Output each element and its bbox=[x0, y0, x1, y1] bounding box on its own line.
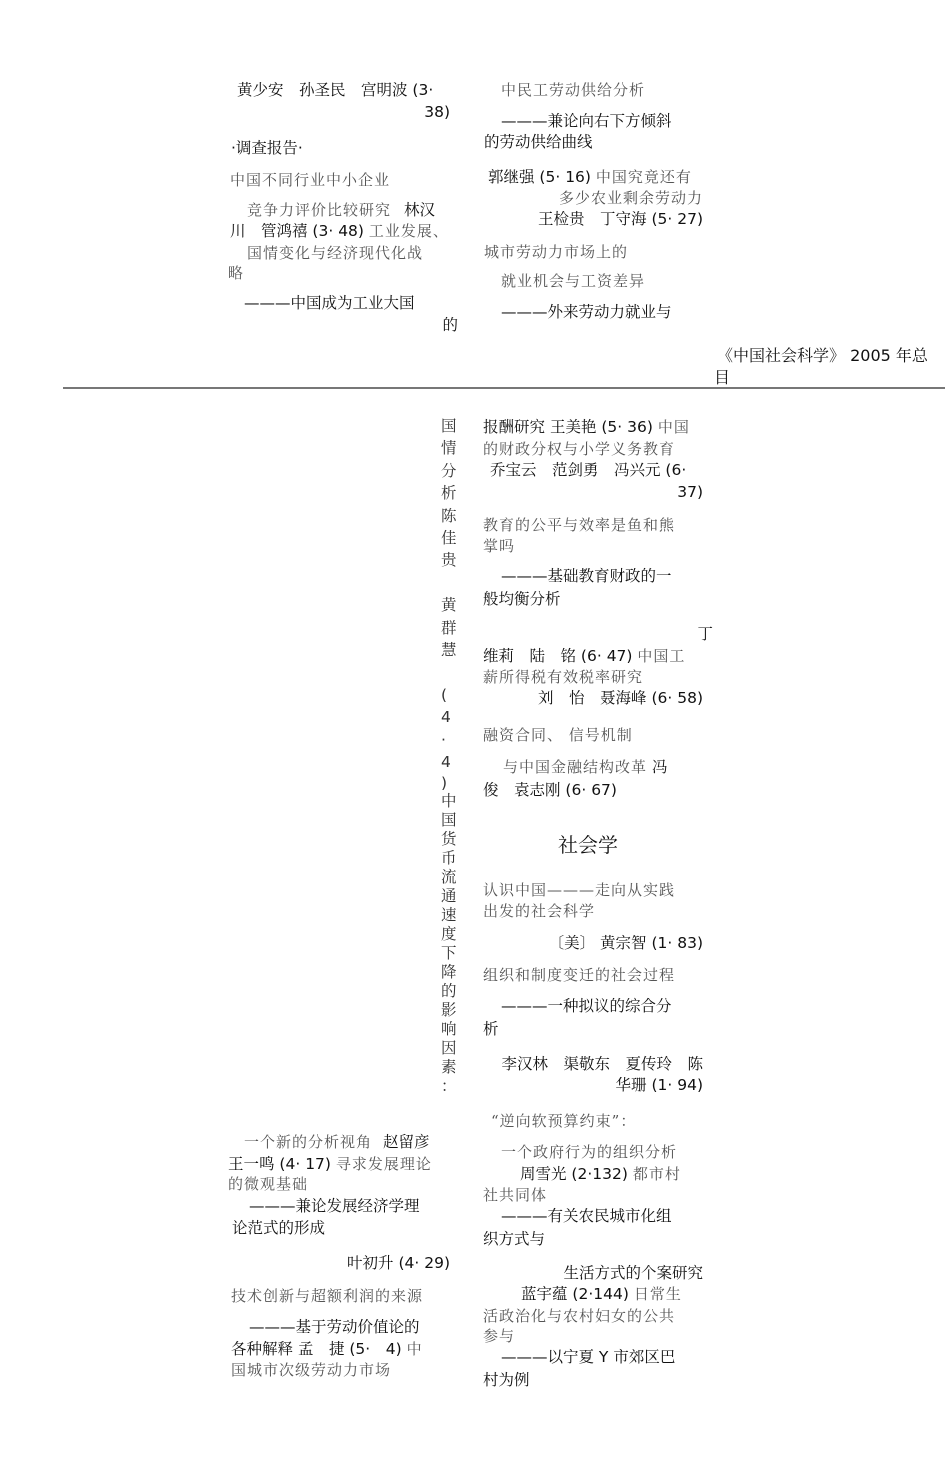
vertical-char bbox=[441, 661, 461, 683]
article-title: 一个政府行为的组织分析 bbox=[501, 1143, 678, 1161]
article-subtitle: ———基础教育财政的一 bbox=[501, 567, 672, 585]
vertical-char: 中 bbox=[441, 791, 457, 810]
vertical-char: 情 bbox=[441, 439, 457, 458]
vertical-char: · bbox=[441, 730, 446, 749]
article-title: 中国究竟还有 bbox=[595, 168, 692, 186]
article-authors-cont: 37) bbox=[677, 483, 703, 501]
article-subtitle: ———一种拟议的综合分 bbox=[501, 997, 672, 1015]
article-authors: 冯 bbox=[651, 758, 668, 776]
article-title: 薪所得税有效税率研究 bbox=[483, 668, 644, 686]
article-authors: 叶初升 (4· 29) bbox=[347, 1254, 450, 1272]
vertical-char: 分 bbox=[441, 461, 457, 480]
article-authors: 郭继强 (5· 16) bbox=[488, 168, 591, 186]
article-title: 教育的公平与效率是鱼和熊 bbox=[483, 516, 676, 534]
article-title: 技术创新与超额利润的来源 bbox=[231, 1287, 424, 1305]
vertical-char: 币 bbox=[441, 848, 457, 867]
article-subtitle: ———有关农民城市化组 bbox=[501, 1207, 672, 1225]
vertical-char: ) bbox=[441, 773, 448, 792]
vertical-char: 4 bbox=[441, 753, 451, 772]
article-title: 中国 bbox=[657, 418, 690, 436]
vertical-char: 贵 bbox=[441, 551, 457, 570]
article-title: 就业机会与工资差异 bbox=[501, 272, 646, 290]
article-title: 一个新的分析视角 bbox=[244, 1133, 373, 1151]
article-title: 中 bbox=[406, 1340, 423, 1358]
vertical-char: 响 bbox=[441, 1019, 457, 1038]
vertical-char: 速 bbox=[441, 905, 457, 924]
article-title: 中民工劳动供给分析 bbox=[501, 81, 646, 99]
article-authors: 刘 怡 聂海峰 (6· 58) bbox=[538, 689, 703, 707]
article-subtitle: 织方式与 bbox=[483, 1230, 546, 1248]
article-title: 略 bbox=[228, 264, 245, 282]
article-authors: 周雪光 (2·132) bbox=[520, 1165, 628, 1183]
vertical-char: 群 bbox=[441, 618, 457, 637]
article-title: 工业发展、 bbox=[368, 222, 449, 240]
vertical-char: 流 bbox=[441, 867, 457, 886]
header-rule bbox=[63, 387, 945, 389]
article-authors: 丁 bbox=[697, 625, 713, 643]
vertical-char: 影 bbox=[441, 1000, 457, 1019]
vertical-char: ： bbox=[441, 1076, 457, 1095]
vertical-char: 国 bbox=[441, 810, 457, 829]
article-authors: 川 管鸿禧 (3· 48) bbox=[230, 222, 364, 240]
article-authors: 维莉 陆 铭 (6· 47) bbox=[483, 647, 633, 665]
vertical-char: 通 bbox=[441, 886, 457, 905]
article-subtitle: 论范式的形成 bbox=[232, 1219, 326, 1237]
article-subtitle: 各种解释 bbox=[231, 1340, 294, 1358]
article-subtitle: 的劳动供给曲线 bbox=[484, 133, 593, 151]
article-subtitle-cont: 的 bbox=[442, 316, 458, 334]
article-subtitle: 报酬研究 bbox=[483, 418, 546, 436]
article-subtitle: 村为例 bbox=[483, 1371, 530, 1389]
article-title: 的微观基础 bbox=[228, 1175, 309, 1193]
article-title: 中国工 bbox=[637, 647, 686, 665]
article-authors: 王检贵 丁守海 (5· 27) bbox=[538, 210, 703, 228]
article-title: 参与 bbox=[483, 1327, 516, 1345]
article-title: 出发的社会科学 bbox=[483, 902, 596, 920]
running-title: 《中国社会科学》 2005 年总 bbox=[717, 346, 928, 365]
article-authors: 赵留彦 bbox=[382, 1133, 430, 1151]
article-subtitle: ———以宁夏 Y 市郊区巴 bbox=[501, 1348, 676, 1366]
vertical-char: 佳 bbox=[441, 529, 457, 548]
vertical-char: 下 bbox=[441, 943, 457, 962]
vertical-char: 黄 bbox=[441, 596, 457, 615]
vertical-text-column bbox=[441, 415, 461, 1096]
article-authors: 王美艳 (5· 36) bbox=[549, 418, 653, 436]
vertical-char: 因 bbox=[441, 1038, 457, 1057]
article-title: “逆向软预算约束”： bbox=[491, 1112, 637, 1130]
vertical-char: 国 bbox=[441, 417, 457, 435]
article-authors: 蓝宇蕴 (2·144) bbox=[521, 1285, 629, 1303]
vertical-char: 货 bbox=[441, 829, 457, 848]
article-authors: 孟 捷 (5· 4) bbox=[297, 1340, 402, 1358]
vertical-char bbox=[441, 572, 461, 594]
article-authors: 乔宝云 范剑勇 冯兴元 (6· bbox=[490, 461, 687, 479]
article-subtitle: 般均衡分析 bbox=[483, 590, 561, 608]
article-subtitle: ———外来劳动力就业与 bbox=[501, 303, 672, 321]
running-title-cont: 目 bbox=[714, 368, 731, 387]
vertical-char: 降 bbox=[441, 962, 457, 981]
article-title: 组织和制度变迁的社会过程 bbox=[483, 966, 676, 984]
vertical-char: 析 bbox=[441, 484, 457, 503]
vertical-char: 度 bbox=[441, 924, 457, 943]
article-title: 国城市次级劳动力市场 bbox=[231, 1361, 392, 1379]
article-title: 中国不同行业中小企业 bbox=[230, 171, 391, 189]
article-subtitle: ———基于劳动价值论的 bbox=[249, 1318, 420, 1336]
vertical-char: 的 bbox=[441, 981, 457, 1000]
article-title: 活政治化与农村妇女的公共 bbox=[483, 1307, 676, 1325]
article-title: 融资合同、 信号机制 bbox=[483, 726, 633, 744]
article-authors: 〔美〕 黄宗智 (1· 83) bbox=[548, 934, 703, 952]
vertical-char: 素 bbox=[441, 1057, 457, 1076]
article-title: 掌吗 bbox=[483, 537, 516, 555]
vertical-char: 慧 bbox=[441, 641, 457, 660]
article-subtitle: ———中国成为工业大国 bbox=[244, 294, 415, 312]
vertical-char: 陈 bbox=[441, 506, 457, 525]
authors-line: 黄少安 孙圣民 宫明波 (3· bbox=[237, 81, 434, 99]
vertical-char: ( bbox=[441, 685, 448, 704]
authors-line-cont: 38) bbox=[424, 103, 450, 121]
article-authors: 俊 袁志刚 (6· 67) bbox=[483, 781, 617, 799]
article-authors: 林汉 bbox=[403, 201, 435, 219]
vertical-char: 4 bbox=[441, 708, 451, 727]
article-title: 认识中国———走向从实践 bbox=[483, 881, 676, 899]
section-heading: 社会学 bbox=[558, 833, 618, 857]
article-title: 日常生 bbox=[633, 1285, 682, 1303]
article-title: 的财政分权与小学义务教育 bbox=[483, 440, 676, 458]
article-title: 城市劳动力市场上的 bbox=[484, 243, 629, 261]
article-title: 国情变化与经济现代化战 bbox=[247, 244, 424, 262]
section-label: ·调查报告· bbox=[231, 139, 303, 157]
article-subtitle: 生活方式的个案研究 bbox=[563, 1264, 703, 1282]
article-title: 竞争力评价比较研究 bbox=[247, 201, 392, 219]
article-title: 与中国金融结构改革 bbox=[503, 758, 648, 776]
article-title: 寻求发展理论 bbox=[335, 1155, 432, 1173]
article-subtitle: ———兼论向右下方倾斜 bbox=[501, 112, 672, 130]
article-authors: 华珊 (1· 94) bbox=[615, 1076, 703, 1094]
article-authors: 王一鸣 (4· 17) bbox=[228, 1155, 331, 1173]
article-title: 多少农业剩余劳动力 bbox=[558, 189, 703, 207]
article-title: 社共同体 bbox=[483, 1186, 548, 1204]
article-subtitle: ———兼论发展经济学理 bbox=[249, 1197, 420, 1215]
article-title: 都市村 bbox=[632, 1165, 681, 1183]
article-authors: 李汉林 渠敬东 夏传玲 陈 bbox=[501, 1055, 703, 1073]
article-subtitle: 析 bbox=[483, 1020, 499, 1038]
